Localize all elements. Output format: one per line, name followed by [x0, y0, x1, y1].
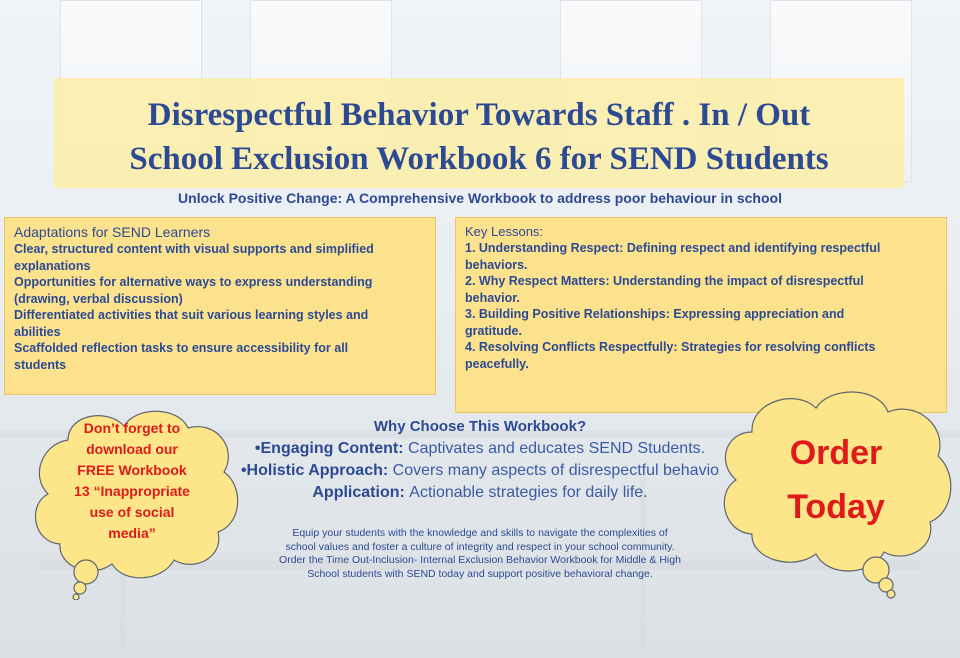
adaptations-panel — [4, 217, 436, 395]
free-workbook-cloud[interactable] — [28, 400, 248, 600]
adaptations-line: Scaffolded reflection tasks to ensure accessibility for all — [14, 341, 349, 355]
order-line: Order — [789, 434, 883, 472]
equip-line: School students with SEND today and support positive behavioral change. — [307, 567, 653, 580]
title-line-1: Disrespectful Behavior Towards Staff . In / Out — [147, 97, 811, 133]
why-item-label: •Engaging Content: — [254, 440, 409, 457]
cloud-line: FREE Workbook — [77, 462, 187, 478]
equip-paragraph — [250, 527, 710, 581]
adaptations-line: Clear, structured content with visual supports and simplified — [14, 242, 374, 256]
key-lessons-line: 4. Resolving Conflicts Respectfully: Strategies for resolving conflicts — [465, 340, 876, 354]
order-line: Today — [787, 488, 885, 526]
key-lessons-line: peacefully. — [465, 356, 529, 371]
cloud-line: media” — [108, 525, 156, 541]
order-today-cloud[interactable] — [716, 384, 956, 600]
cloud-line: Don’t forget to — [83, 420, 181, 436]
key-lessons-line: gratitude. — [465, 323, 522, 338]
why-item — [200, 438, 760, 460]
key-lessons-line: 3. Building Positive Relationships: Expressing appreciation and — [465, 307, 845, 321]
why-item-text: Covers many aspects of disrespectful behavio — [392, 462, 720, 479]
adaptations-line: (drawing, verbal discussion) — [14, 291, 183, 306]
key-lessons-line: behavior. — [465, 290, 520, 305]
why-item-label: Application: — [312, 484, 410, 501]
adaptations-line: Differentiated activities that suit various learning styles and — [14, 308, 369, 322]
key-lessons-line: behaviors. — [465, 257, 528, 272]
why-choose-section — [200, 418, 760, 504]
key-lessons-line: 2. Why Respect Matters: Understanding the impact of disrespectful — [465, 274, 864, 288]
why-choose-title: Why Choose This Workbook? — [373, 418, 587, 435]
page-title — [54, 93, 904, 181]
adaptations-line: Opportunities for alternative ways to express understanding — [14, 275, 373, 289]
why-item-text: Actionable strategies for daily life. — [409, 484, 648, 501]
equip-line: Order the Time Out-Inclusion- Internal Exclusion Behavior Workbook for Middle & High — [279, 554, 681, 566]
title-line-2: School Exclusion Workbook 6 for SEND Students — [129, 141, 829, 177]
key-lessons-line: 1. Understanding Respect: Defining respect and identifying respectful — [465, 241, 881, 255]
why-item-label: •Holistic Approach: — [240, 462, 393, 479]
subtitle: Unlock Positive Change: A Comprehensive Workbook to address poor behaviour in school — [178, 190, 782, 206]
why-item — [200, 482, 760, 504]
equip-line: Equip your students with the knowledge and skills to navigate the complexities of — [292, 527, 668, 539]
adaptations-line: explanations — [14, 258, 91, 273]
adaptations-line: abilities — [14, 324, 61, 339]
cloud-line: download our — [86, 441, 178, 457]
equip-line: school values and foster a culture of integrity and respect in your school community. — [285, 540, 675, 553]
cloud-line: use of social — [89, 504, 175, 520]
adaptations-heading: Adaptations for SEND Learners — [14, 224, 211, 240]
why-item-text: Captivates and educates SEND Students. — [408, 440, 706, 457]
adaptations-line: students — [14, 357, 67, 372]
cloud-line: 13 “Inappropriate — [74, 483, 190, 499]
key-lessons-heading: Key Lessons: — [465, 224, 544, 239]
why-item — [200, 460, 760, 482]
